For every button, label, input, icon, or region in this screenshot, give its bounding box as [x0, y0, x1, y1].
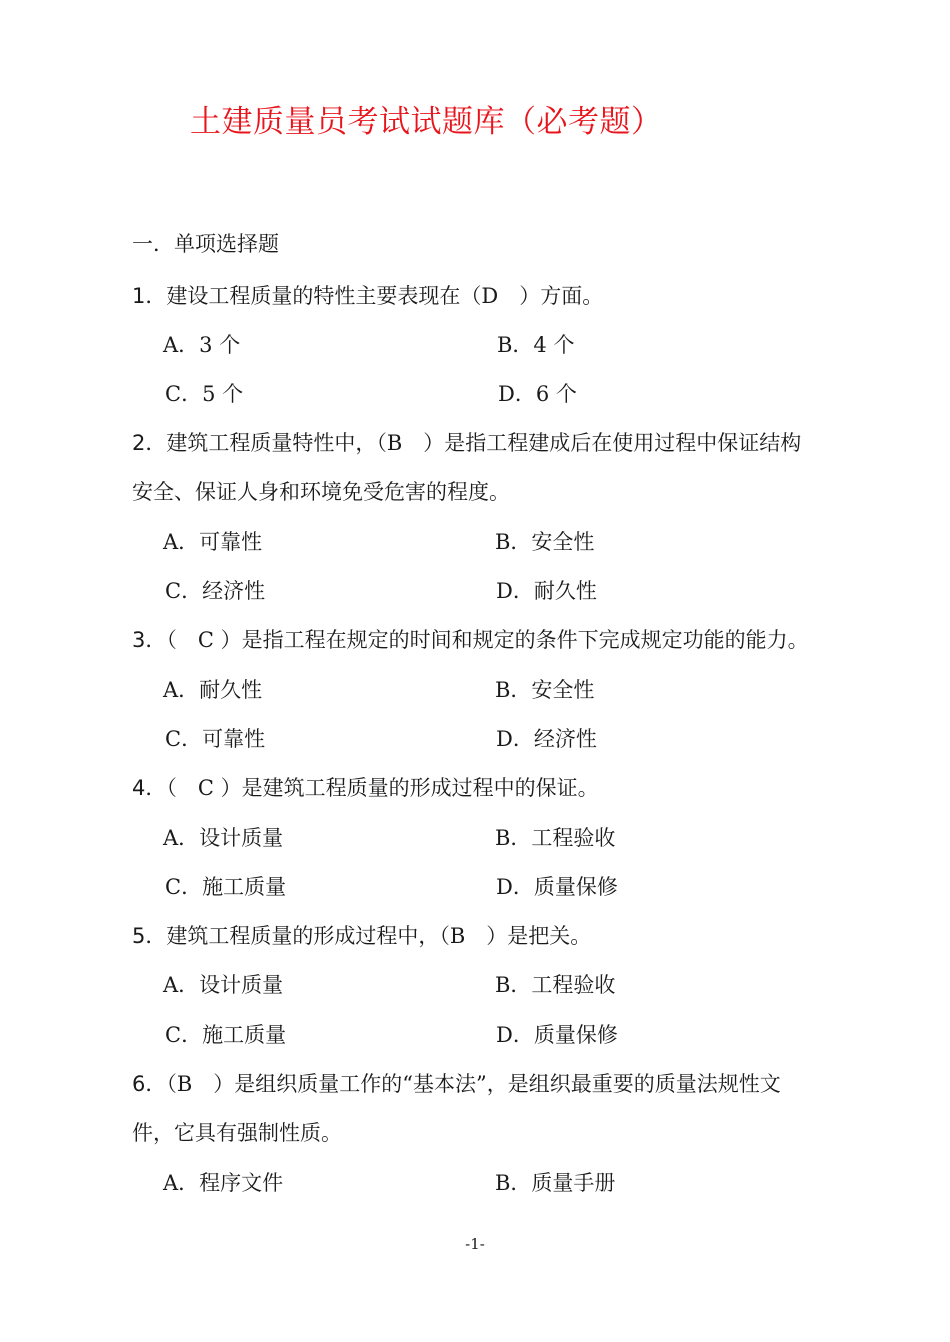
option-c: C．施工质量: [165, 875, 287, 899]
question-number: 2．: [132, 431, 167, 455]
option-a: A．3 个: [163, 333, 241, 357]
option-b: B．质量手册: [495, 1171, 616, 1195]
option-b: B．安全性: [495, 678, 595, 702]
question-1: [132, 280, 603, 310]
option-d: D．质量保修: [496, 875, 618, 899]
option-a: A．设计质量: [163, 826, 284, 850]
question-text: 建筑工程质量的形成过程中，（B ）是把关。: [166, 924, 592, 948]
option-d: D．耐久性: [496, 579, 597, 603]
question-4: [132, 772, 599, 802]
question-number: 3．: [132, 628, 167, 652]
question-number: 4．: [132, 776, 167, 800]
option-a: A．设计质量: [163, 973, 284, 997]
question-text: 建设工程质量的特性主要表现在（D ）方面。: [166, 284, 604, 308]
question-number: 5．: [132, 924, 167, 948]
option-c: C．5 个: [165, 382, 244, 406]
option-b: B．工程验收: [495, 973, 616, 997]
question-text: （ C ）是指工程在规定的时间和规定的条件下完成规定功能的能力。: [166, 628, 809, 652]
question-text: 建筑工程质量特性中，（B ）是指工程建成后在使用过程中保证结构: [166, 431, 802, 455]
document-title: 土建质量员考试试题库（必考题）: [190, 104, 663, 140]
question-6: [132, 1068, 781, 1098]
question-3: [132, 624, 809, 654]
option-b: B．安全性: [495, 530, 595, 554]
option-a: A．耐久性: [163, 678, 263, 702]
question-number: 6．: [132, 1072, 167, 1096]
option-d: D．6 个: [498, 382, 577, 406]
option-c: C．可靠性: [165, 727, 266, 751]
option-a: A．程序文件: [163, 1171, 284, 1195]
question-number: 1．: [132, 284, 167, 308]
option-c: C．经济性: [165, 579, 266, 603]
section-heading: 一．单项选择题: [132, 232, 279, 256]
option-b: B．4 个: [497, 333, 575, 357]
option-b: B．工程验收: [495, 826, 616, 850]
question-5: [132, 920, 591, 950]
question-text: （ C ）是建筑工程质量的形成过程中的保证。: [166, 776, 599, 800]
option-d: D．质量保修: [496, 1023, 618, 1047]
question-text: （B ）是组织质量工作的“基本法”，是组织最重要的质量法规性文: [166, 1072, 781, 1096]
option-c: C．施工质量: [165, 1023, 287, 1047]
option-a: A．可靠性: [163, 530, 263, 554]
question-6-continuation: 件，它具有强制性质。: [132, 1121, 342, 1145]
page-number: -1-: [465, 1235, 485, 1253]
question-2: [132, 427, 801, 457]
option-d: D．经济性: [496, 727, 597, 751]
question-2-continuation: 安全、保证人身和环境免受危害的程度。: [132, 480, 510, 504]
